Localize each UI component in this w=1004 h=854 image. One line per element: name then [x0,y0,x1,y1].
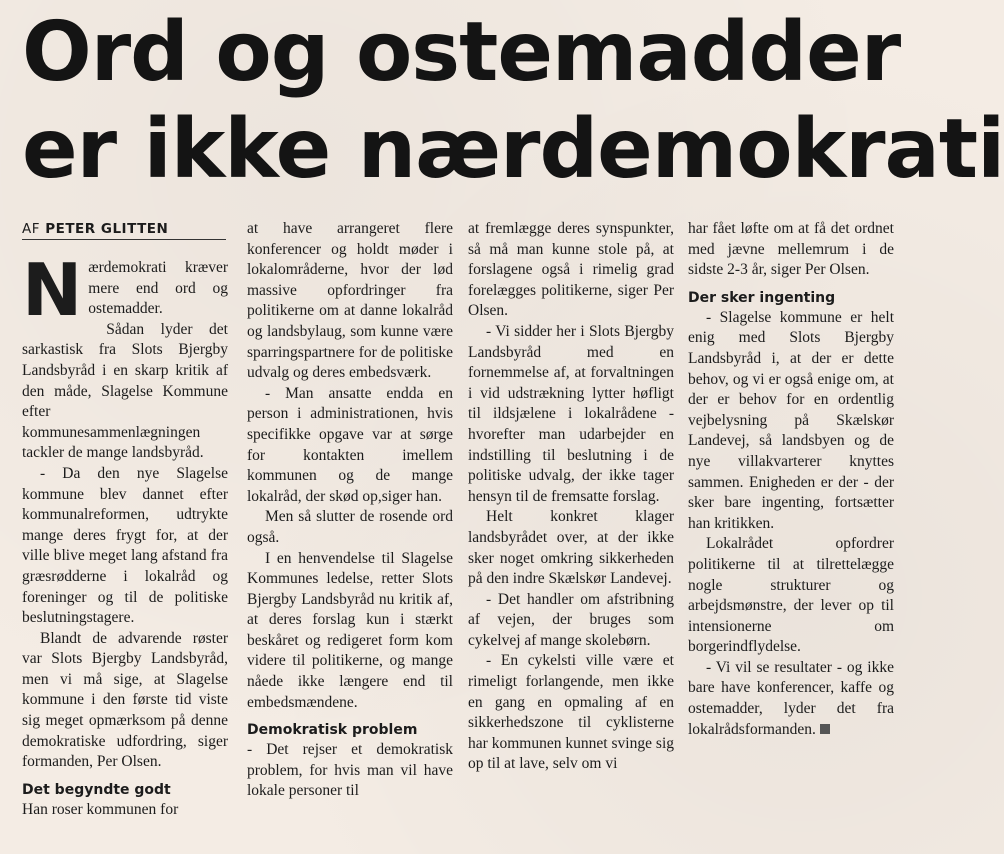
end-mark-icon [820,724,830,734]
paragraph: - Det handler om afstribning af vejen, der bruges som cykelvej af mange skolebørn. [468,590,674,649]
headline-line-1: Ord og ostemadder [22,5,901,100]
paragraph [22,248,228,332]
paragraph: Blandt de advarende røster var Slots Bjergby Landsbyråd, men vi må sige, at Slagelse kommune i den første tid viste sig meget opmærksom på denne demokratiske udfordring, siger formanden, Per Olsen. [22,629,228,771]
paragraph: at fremlægge deres synspunkter, så må man kunne stole på, at forslagene også i rimelig grad forelægges politikerne, siger Per Olsen. [468,220,674,320]
paragraph: - En cykelsti ville være et rimeligt forlangende, men ikke en gang en opmaling af en sikkerhedszone til cyklisterne har kommunen kunnet svinge sig op til at lave, selv om vi [468,652,674,773]
paragraph: Helt konkret klager landsbyrådet over, at der ikke sker noget omkring sikkerheden på den indre Skælskør Landevej. [468,508,674,588]
paragraph-text: ærdemokrati kræver mere end ord og ostemadder. [88,259,228,318]
paragraph [688,658,894,740]
paragraph: Lokalrådet opfordrer politikerne til at tilrettelægge nogle strukturer og arbejdsmønstre, der lever op til intensionerne om borgerindflydelse. [688,535,894,656]
paragraph: Han roser kommunen for [22,800,179,818]
article-column-3 [468,219,674,775]
article-column-2 [247,219,453,802]
article-headline [22,4,1004,198]
paragraph: har fået løfte om at få det ordnet med jævne mellemrum i de sidste 2-3 år, siger Per Olsen. [688,220,894,279]
paragraph: Men så slutter de rosende ord også. [247,508,453,546]
byline [22,221,226,240]
paragraph: - Man ansatte endda en person i administrationen, hvis specifikke opgave var at sørge for kontakten imellem kommunen og de mange lokalråd, der skød op,siger han. [247,384,453,505]
subheading: Der sker ingenting [688,289,836,306]
headline-line-2: er ikke nærdemokrati [22,102,1004,197]
paragraph: - Det rejser et demokratisk problem, for hvis man vil have lokale personer til [247,741,453,800]
paragraph: - Da den nye Slagelse kommune blev dannet efter kommunalreformen, udtrykte mange deres frygt for, at der ville blive meget lang afstand fra græsrødderne i lokalråd og foreninger og til de politiske beslutningstagere. [22,464,228,627]
paragraph: Sådan lyder det sarkastisk fra Slots Bjergby Landsbyråd i en skarp kritik af den måde, Slagelse Kommune efter kommunesammenlægningen tackler de mange landsbyråd. [22,320,228,462]
byline-prefix: AF [22,221,41,237]
paragraph: I en henvendelse til Slagelse Kommunes ledelse, retter Slots Bjergby Landsbyråd nu kritik af, at deres forslag kun i stærkt beskåret og redigeret form kom videre til politikerne, og mange nåede ikke længere end til embedsmændene. [247,549,453,711]
paragraph: - Vi sidder her i Slots Bjergby Landsbyråd med en fornemmelse af, at forvaltningen i vid udstrækning lytter høfligt til ildsjælene i lokalrådene - hvorefter man udarbejder en indstilling til beslutning i de politiske udvalg, der ikke tager hensyn til de fremsatte forslag. [468,322,674,505]
subheading: Demokratisk problem [247,722,418,739]
article-column-1 [22,248,228,820]
paragraph: - Slagelse kommune er helt enig med Slots Bjergby Landsbyråd i, at der er dette behov, og vi er også enige om, at der er behov for en ordentlig vejbelysning på Skælskør Landevej, så landsbyen og de nye villakvarterer knyttes sammen. Enigheden er der - der sker bare ingenting, fortsætter han kritikken. [688,308,894,532]
subheading: Det begyndte godt [22,781,171,798]
article-column-4 [688,219,894,740]
paragraph-text: - Vi vil se resultater - og ikke bare have konferencer, kaffe og ostemadder, lyder det fra lokalrådsformanden. [688,658,894,738]
paragraph: at have arrangeret flere konferencer og holdt møder i lokalområderne, hvor der lød massive opfordringer fra politikerne om at danne lokalråd og landsbylaug, som kunne være sparringspartnere for de politiske udvalg og deres embedsværk. [247,220,453,382]
drop-cap: N [22,248,83,332]
byline-author: PETER GLITTEN [45,221,169,237]
